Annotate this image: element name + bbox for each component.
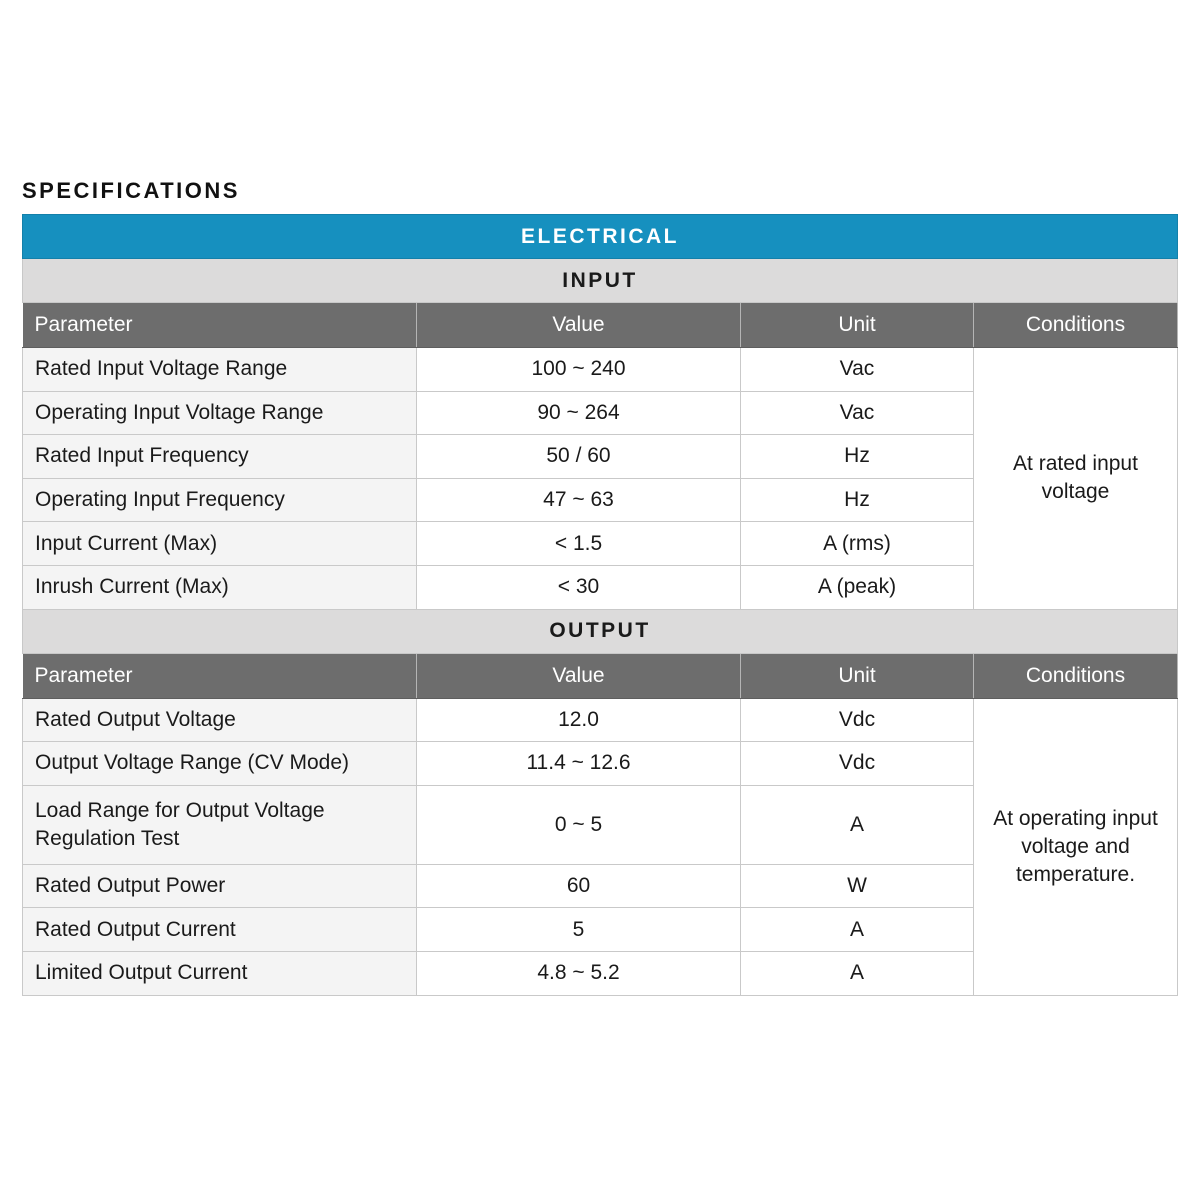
unit-cell: Vac: [741, 348, 974, 392]
parameter-cell: Inrush Current (Max): [23, 565, 417, 609]
input-section-title: INPUT: [23, 259, 1178, 303]
value-cell: 4.8 ~ 5.2: [417, 951, 741, 995]
value-cell: 50 / 60: [417, 435, 741, 479]
column-header-conditions: Conditions: [974, 653, 1178, 698]
unit-cell: A: [741, 785, 974, 864]
column-header-value: Value: [417, 303, 741, 348]
table-row: [23, 348, 1178, 392]
unit-cell: Vdc: [741, 742, 974, 786]
column-header-parameter: Parameter: [23, 303, 417, 348]
unit-cell: Vac: [741, 391, 974, 435]
unit-cell: A (rms): [741, 522, 974, 566]
value-cell: 100 ~ 240: [417, 348, 741, 392]
parameter-cell: Rated Output Current: [23, 908, 417, 952]
page-title: SPECIFICATIONS: [22, 178, 240, 203]
input-column-header-row: [23, 303, 1178, 348]
parameter-cell: Operating Input Frequency: [23, 478, 417, 522]
output-column-header-row: [23, 653, 1178, 698]
parameter-cell: Output Voltage Range (CV Mode): [23, 742, 417, 786]
value-cell: < 30: [417, 565, 741, 609]
column-header-unit: Unit: [741, 303, 974, 348]
unit-cell: A (peak): [741, 565, 974, 609]
value-cell: 5: [417, 908, 741, 952]
electrical-banner: ELECTRICAL: [23, 215, 1178, 259]
value-cell: 12.0: [417, 698, 741, 742]
parameter-cell: Limited Output Current: [23, 951, 417, 995]
unit-cell: A: [741, 908, 974, 952]
column-header-value: Value: [417, 653, 741, 698]
unit-cell: Hz: [741, 478, 974, 522]
unit-cell: A: [741, 951, 974, 995]
parameter-cell: Operating Input Voltage Range: [23, 391, 417, 435]
parameter-cell: Input Current (Max): [23, 522, 417, 566]
parameter-cell: Load Range for Output Voltage Regulation Test: [23, 785, 417, 864]
parameter-cell: Rated Input Frequency: [23, 435, 417, 479]
column-header-parameter: Parameter: [23, 653, 417, 698]
output-conditions-cell: At operating input voltage and temperature.: [974, 698, 1178, 995]
value-cell: 0 ~ 5: [417, 785, 741, 864]
unit-cell: W: [741, 864, 974, 908]
unit-cell: Vdc: [741, 698, 974, 742]
column-header-unit: Unit: [741, 653, 974, 698]
value-cell: 11.4 ~ 12.6: [417, 742, 741, 786]
specifications-table: [22, 214, 1178, 996]
value-cell: 60: [417, 864, 741, 908]
parameter-cell: Rated Output Voltage: [23, 698, 417, 742]
output-section-title: OUTPUT: [23, 609, 1178, 653]
input-conditions-cell: At rated input voltage: [974, 348, 1178, 610]
value-cell: < 1.5: [417, 522, 741, 566]
column-header-conditions: Conditions: [974, 303, 1178, 348]
value-cell: 90 ~ 264: [417, 391, 741, 435]
parameter-cell: Rated Output Power: [23, 864, 417, 908]
parameter-cell: Rated Input Voltage Range: [23, 348, 417, 392]
unit-cell: Hz: [741, 435, 974, 479]
value-cell: 47 ~ 63: [417, 478, 741, 522]
table-row: [23, 698, 1178, 742]
